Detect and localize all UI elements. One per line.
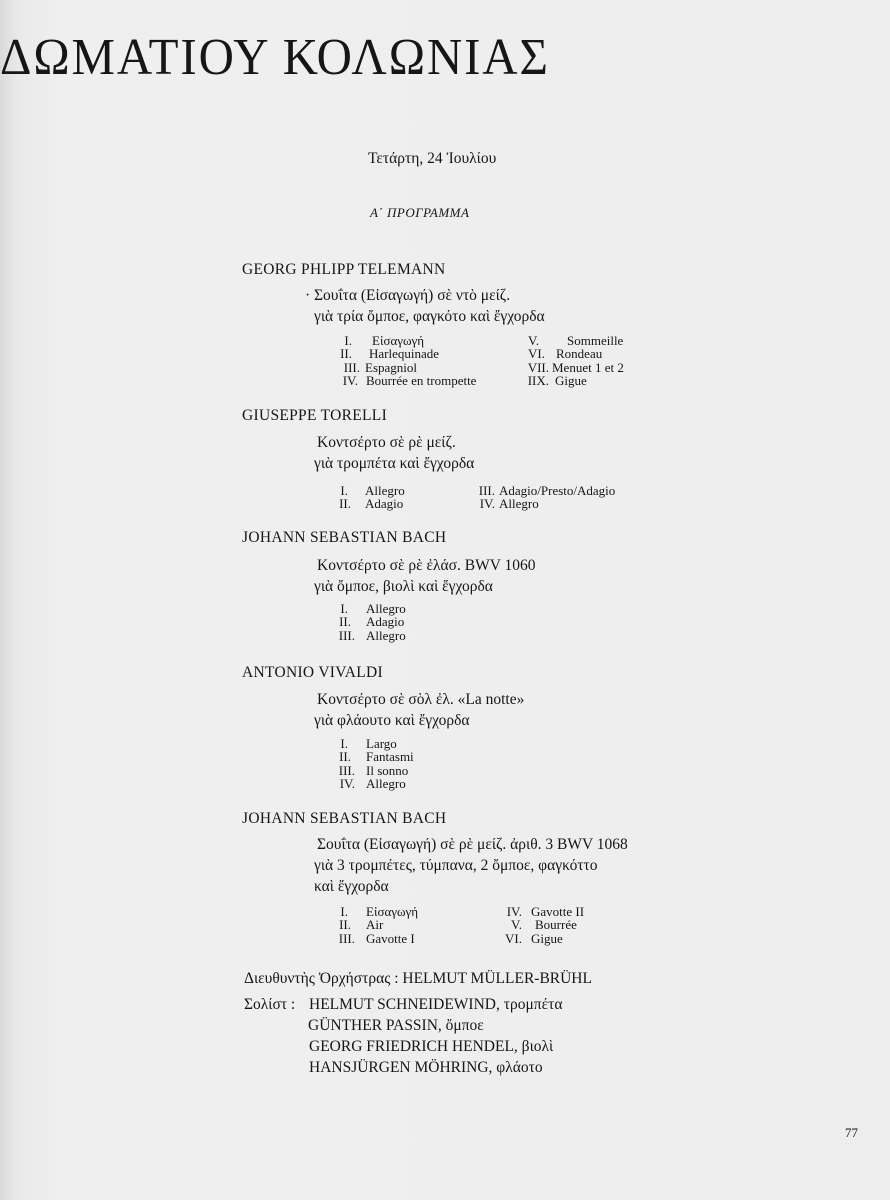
movement-number: IV. [342, 373, 358, 389]
movement-number: I. [340, 736, 348, 751]
composer-name: JOHANN SEBASTIAN BACH [242, 810, 447, 827]
movement-item [525, 361, 624, 374]
movement-item [336, 361, 476, 374]
movement-title: Bourrée en trompette [366, 373, 477, 389]
movement-number: II. [339, 614, 351, 630]
movement-title: Εἰσαγωγή [372, 333, 425, 348]
movement-number: III. [338, 930, 355, 946]
movement-title: Gigue [531, 930, 563, 946]
movement-title: Adagio [366, 614, 405, 630]
movement-number: II. [339, 496, 351, 512]
movement-item [338, 932, 418, 945]
soloist-entry: GÜNTHER PASSIN, ὄμποε [308, 1017, 484, 1034]
movement-item [338, 905, 418, 918]
work-description-line: γιὰ τρομπέτα καὶ ἔγχορδα [314, 455, 475, 472]
movement-item [338, 737, 414, 750]
work-description-line: Κοντσέρτο σὲ ρὲ μείζ. [317, 434, 456, 451]
composer-name: JOHANN SEBASTIAN BACH [242, 529, 447, 546]
concert-date: Τετάρτη, 24 Ἰουλίου [368, 150, 497, 167]
movement-number: II. [339, 749, 351, 765]
movement-column [502, 905, 584, 945]
work-description-line: · Σουΐτα (Εἰσαγωγή) σὲ ντὸ μείζ. [305, 287, 511, 304]
work-description-line: γιὰ τρία ὄμποε, φαγκότο καὶ ἔγχορδα [314, 308, 545, 325]
movement-title: Allegro [366, 627, 406, 643]
movement-column [336, 334, 476, 388]
movement-title: Menuet 1 et 2 [552, 359, 624, 375]
movement-title: Rondeau [556, 346, 603, 362]
movement-number: I. [340, 483, 348, 498]
movement-number: IV. [339, 776, 355, 792]
movement-title: Largo [366, 736, 397, 751]
movement-title: Allegro [499, 496, 539, 512]
work-description-line: γιὰ 3 τρομπέτες, τύμπανα, 2 ὄμποε, φαγκόττο [314, 857, 598, 874]
work-description-line: Κοντσέρτο σὲ ρὲ ἐλάσ. BWV 1060 [317, 557, 536, 574]
work-description [314, 555, 536, 597]
movement-number: IIX. [527, 373, 549, 389]
movement-title: Gigue [555, 373, 587, 389]
movement-column [338, 737, 414, 791]
movement-title: Espagniol [365, 359, 417, 375]
movement-number: VII. [527, 359, 549, 375]
movement-column [338, 905, 418, 945]
movement-number: V. [528, 333, 539, 348]
movement-column [338, 602, 406, 642]
composer-name: GIUSEPPE TORELLI [242, 407, 388, 424]
movement-item [338, 602, 406, 615]
movement-number: III. [343, 359, 360, 375]
work-description [314, 834, 628, 897]
movement-item [502, 905, 584, 918]
movement-title: Allegro [365, 483, 405, 498]
movement-item [502, 918, 584, 931]
program-label: Α΄ ΠΡΟΓΡΑΜΜΑ [370, 205, 470, 220]
movement-title: Allegro [366, 776, 406, 792]
movement-title: Gavotte I [366, 930, 415, 946]
movement-number: IV. [506, 904, 522, 919]
movement-title: Sommeille [567, 333, 624, 348]
movement-title: Air [366, 917, 384, 933]
movement-item [338, 615, 406, 628]
soloist-entry: HANSJÜRGEN MÖHRING, φλάοτο [309, 1059, 543, 1076]
movement-number: VI. [505, 930, 522, 946]
movement-item [338, 918, 418, 931]
movement-number: V. [511, 917, 522, 933]
work-description [314, 689, 525, 731]
page-number: 77 [845, 1125, 858, 1140]
work-description-line: γιὰ ὄμποε, βιολὶ καὶ ἔγχορδα [314, 578, 493, 595]
movement-item [336, 347, 476, 360]
movement-title: Adagio/Presto/Adagio [499, 483, 616, 498]
movement-item [338, 777, 414, 790]
movement-item [338, 484, 405, 497]
movement-item [336, 334, 476, 347]
movement-title: Gavotte II [531, 904, 585, 919]
movement-title: Allegro [366, 601, 406, 616]
movement-number: I. [344, 333, 352, 348]
movement-number: I. [340, 904, 348, 919]
movement-title: Il sonno [366, 762, 409, 778]
movement-item [525, 374, 624, 387]
movement-title: Εἰσαγωγή [366, 904, 419, 919]
movement-item [502, 932, 584, 945]
work-description-line: καὶ ἔγχορδα [314, 878, 389, 895]
movement-item [336, 374, 476, 387]
movement-number: I. [340, 601, 348, 616]
work-description [305, 285, 545, 327]
movement-number: IV. [479, 496, 495, 512]
soloists-label: Σολίστ : [244, 996, 296, 1013]
conductor-line: Διευθυντὴς Ὀρχήστρας : HELMUT MÜLLER-BRÜHL [244, 970, 592, 987]
page-title: ΔΩΜΑΤΙΟΥ ΚΟΛΩΝΙΑΣ [0, 29, 550, 86]
movement-number: II. [339, 917, 351, 933]
movement-item [525, 334, 624, 347]
composer-name: GEORG PHLIPP TELEMANN [242, 261, 446, 278]
movement-item [525, 347, 624, 360]
movement-number: VI. [528, 346, 545, 362]
work-description-line: Κοντσέρτο σὲ σὸλ ἐλ. «La notte» [317, 691, 525, 708]
movement-column [525, 334, 624, 388]
movement-item [338, 629, 406, 642]
movement-item [473, 497, 615, 510]
movement-column [473, 484, 615, 511]
movement-item [338, 750, 414, 763]
work-description-line: γιὰ φλάουτο καὶ ἔγχορδα [314, 712, 470, 729]
movement-number: III. [338, 762, 355, 778]
movement-title: Harlequinade [369, 346, 440, 362]
soloist-entry: HELMUT SCHNEIDEWIND, τρομπέτα [309, 996, 563, 1013]
movement-item [338, 764, 414, 777]
composer-name: ANTONIO VIVALDI [242, 664, 383, 681]
movement-number: II. [340, 346, 352, 362]
movement-column [338, 484, 405, 511]
work-description [314, 432, 475, 474]
movement-item [338, 497, 405, 510]
movement-number: III. [478, 483, 495, 498]
movement-title: Bourrée [535, 917, 577, 933]
soloist-entry: GEORG FRIEDRICH HENDEL, βιολὶ [309, 1038, 554, 1055]
movement-title: Adagio [365, 496, 404, 512]
movement-item [473, 484, 615, 497]
movement-number: III. [338, 627, 355, 643]
work-description-line: Σουΐτα (Εἰσαγωγή) σὲ ρὲ μείζ. ἀριθ. 3 BWV 1068 [317, 836, 628, 853]
movement-title: Fantasmi [366, 749, 414, 765]
soloists-list [309, 994, 562, 1078]
